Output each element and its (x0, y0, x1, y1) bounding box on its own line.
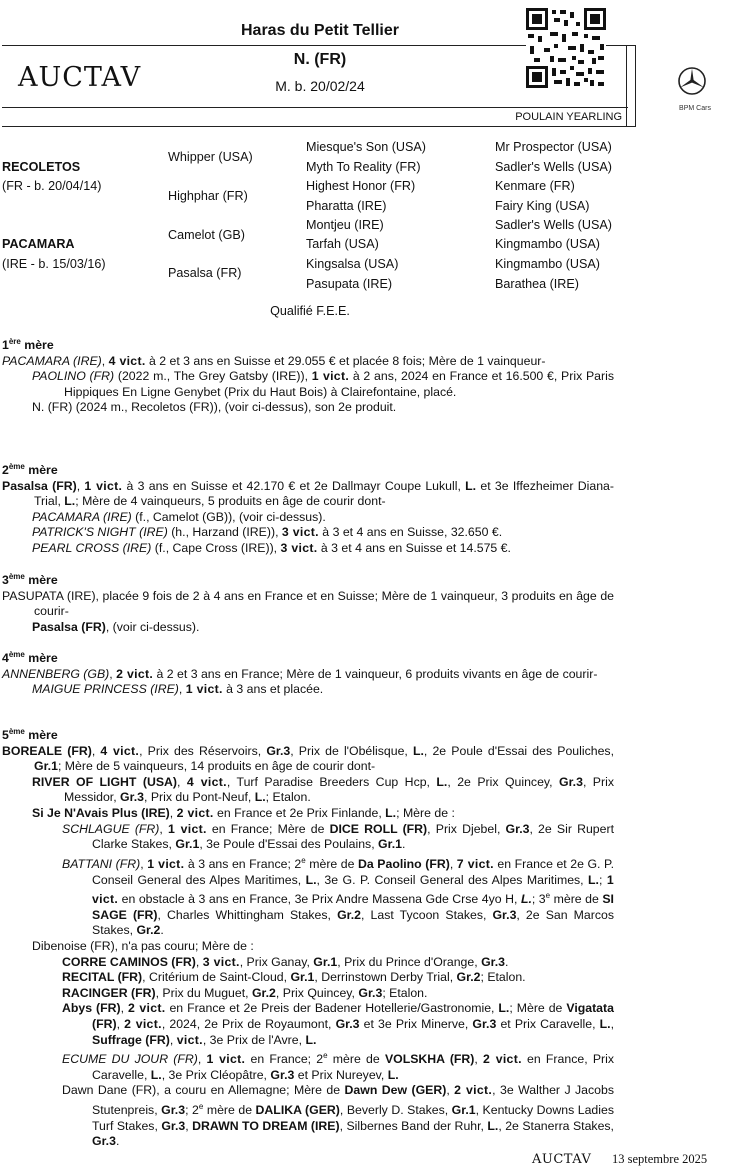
pedigree-dam-info: (IRE - b. 15/03/16) (2, 257, 106, 271)
produce-entry: Dawn Dane (FR), a couru en Allemagne; Mère de Dawn Dew (GER), 2 vict., 3e Walther J Jacobs Stutenpreis, Gr.3; 2e mère de DALIKA (GER), Beverly D. Stakes, Gr.1, Kentucky Downs Ladies Turf Stakes, Gr.3, DRAWN TO DREAM (IRE), Silbernes Band der Ruhr, L., 2e Stanerra Stakes, Gr.3. (62, 1083, 614, 1149)
section-heading: 2ème mère (2, 462, 58, 478)
pedigree-g3-item: Pharatta (IRE) (306, 199, 387, 213)
section-third-dam (2, 569, 614, 635)
produce-entry: RECITAL (FR), Critérium de Saint-Cloud, Gr.1, Derrinstown Derby Trial, Gr.2; Etalon. (62, 970, 526, 985)
section-fourth-dam (2, 647, 614, 698)
dam-entry: BOREALE (FR), 4 vict., Prix des Réservoirs, Gr.3, Prix de l'Obélisque, L., 2e Poule d'Essai des Pouliches, Gr.1; Mère de 5 vainqueurs, 14 produits en âge de courir dont- (2, 743, 614, 774)
pedigree-g4-item: Fairy King (USA) (495, 199, 590, 213)
section-heading: 4ème mère (2, 650, 58, 666)
pedigree-g3-item: Miesque's Son (USA) (306, 140, 426, 154)
pedigree-g4-item: Kingmambo (USA) (495, 257, 600, 271)
produce-entry: RACINGER (FR), Prix du Muguet, Gr.2, Prix Quincey, Gr.3; Etalon. (62, 985, 428, 1000)
pedigree-g4-item: Mr Prospector (USA) (495, 140, 612, 154)
produce-entry: BATTANI (FR), 1 vict. à 3 ans en France; 2e mère de Da Paolino (FR), 7 vict. en France et 2e G. P. Conseil General des Alpes Maritimes, L., 3e G. P. Conseil General des Alpes Maritimes, L.; 1 vict. en obstacle à 3 ans en France, 3e Prix Andre Massena Gde Crse 4yo H, L.; 3e mère de SI SAGE (FR), Charles Whittingham Stakes, Gr.2, Last Tycoon Stakes, Gr.3, 2e San Marcos Stakes, Gr.2. (62, 855, 615, 938)
pedigree-g3-item: Highest Honor (FR) (306, 179, 416, 193)
pedigree-g4-item: Kingmambo (USA) (495, 237, 600, 251)
stud-name: Haras du Petit Tellier (241, 22, 399, 39)
produce-entry: PAOLINO (FR) (2022 m., The Grey Gatsby (IRE)), 1 vict. à 2 ans, 2024 en France et 16.500 €, Prix Paris Hippiques En Ligne Genybet (Prix du Haut Bois) à Clairefontaine, placé. (32, 369, 614, 399)
pedigree-g3-item: Myth To Reality (FR) (306, 160, 421, 174)
section-heading: 3ème mère (2, 572, 58, 588)
dam-entry: PACAMARA (IRE), 4 vict. à 2 et 3 ans en Suisse et 29.055 € et placée 8 fois; Mère de 1 vainqueur- (2, 353, 546, 368)
produce-entry: PATRICK'S NIGHT (IRE) (h., Harzand (IRE)), 3 vict. à 3 et 4 ans en Suisse, 32.650 €. (32, 525, 503, 540)
pedigree-g2-item: Highphar (FR) (168, 189, 248, 203)
section-second-dam (2, 459, 614, 557)
dam-entry: PASUPATA (IRE), placée 9 fois de 2 à 4 ans en France et en Suisse; Mère de 1 vainqueur, 3 produits en âge de courir- (2, 588, 614, 619)
pedigree-g4-item: Sadler's Wells (USA) (495, 218, 612, 232)
footer-brand: AUCTAV (532, 1152, 592, 1167)
produce-entry: Pasalsa (FR), (voir ci-dessus). (32, 619, 200, 634)
section-first-dam (2, 334, 614, 416)
dam-entry: ANNENBERG (GB), 2 vict. à 2 et 3 ans en France; Mère de 1 vainqueur, 6 produits vivants en âge de courir- (2, 666, 598, 681)
produce-entry: RIVER OF LIGHT (USA), 4 vict., Turf Paradise Breeders Cup Hcp, L., 2e Prix Quincey, Gr.3, Prix Messidor, Gr.3, Prix du Pont-Neuf, L.; Etalon. (32, 774, 614, 805)
produce-entry: ECUME DU JOUR (FR), 1 vict. en France; 2e mère de VOLSKHA (FR), 2 vict. en France, Prix Caravelle, L., 3e Prix Cléopâtre, Gr.3 et Prix Nureyev, L. (62, 1051, 614, 1082)
section-heading: 1ère mère (2, 337, 54, 353)
produce-entry: PACAMARA (IRE) (f., Camelot (GB)), (voir ci-dessus). (32, 509, 326, 524)
pedigree-g3-item: Kingsalsa (USA) (306, 257, 399, 271)
header-divider (2, 107, 628, 108)
produce-entry: PEARL CROSS (IRE) (f., Cape Cross (IRE)), 3 vict. à 3 et 4 ans en Suisse et 14.575 €. (32, 541, 511, 556)
brand-logo: AUCTAV (18, 62, 142, 93)
horse-name: N. (FR) (293, 51, 347, 68)
section-fifth-dam (2, 724, 614, 1150)
pedigree-g3-item: Pasupata (IRE) (306, 277, 393, 291)
produce-entry: N. (FR) (2024 m., Recoletos (FR)), (voir ci-dessus), son 2e produit. (32, 400, 397, 415)
qr-code-icon[interactable] (526, 8, 606, 88)
horse-birth: M. b. 20/02/24 (275, 78, 365, 94)
produce-entry: SCHLAGUE (FR), 1 vict. en France; Mère de DICE ROLL (FR), Prix Djebel, Gr.3, 2e Sir Rupert Clarke Stakes, Gr.1, 3e Poule d'Essai des Poulains, Gr.1. (62, 821, 614, 852)
pedigree-g2-item: Camelot (GB) (168, 228, 245, 242)
produce-entry: CORRE CAMINOS (FR), 3 vict., Prix Ganay, Gr.1, Prix du Prince d'Orange, Gr.3. (62, 954, 509, 969)
produce-entry: Dibenoise (FR), n'a pas couru; Mère de : (32, 939, 254, 953)
pedigree-sire: RECOLETOS (2, 160, 81, 174)
pedigree-g4-item: Sadler's Wells (USA) (495, 160, 612, 174)
produce-entry: MAIGUE PRINCESS (IRE), 1 vict. à 3 ans et placée. (32, 682, 324, 697)
footer-date: 13 septembre 2025 (612, 1152, 708, 1166)
pedigree-g2-item: Pasalsa (FR) (168, 266, 242, 280)
pedigree-g2-item: Whipper (USA) (168, 150, 253, 164)
pedigree-dam: PACAMARA (2, 237, 75, 251)
sponsor-label: BPM Cars (679, 105, 711, 112)
lot-category: POULAIN YEARLING (515, 111, 622, 123)
header-divider (626, 45, 627, 127)
pedigree-g4-item: Kenmare (FR) (495, 179, 575, 193)
pedigree-sire-info: (FR - b. 20/04/14) (2, 179, 102, 193)
pedigree-g4-item: Barathea (IRE) (495, 277, 579, 291)
pedigree-g3-item: Tarfah (USA) (306, 237, 379, 251)
pedigree-g3-item: Montjeu (IRE) (306, 218, 384, 232)
qualification-note: Qualifié F.E.E. (270, 304, 350, 318)
produce-entry: Abys (FR), 2 vict. en France et 2e Preis der Badener Hotellerie/Gastronomie, L.; Mère de Vigatata (FR), 2 vict., 2024, 2e Prix de Royaumont, Gr.3 et 3e Prix Minerve, Gr.3 et Prix Caravelle, L., Suffrage (FR), vict., 3e Prix de l'Avre, L. (62, 1001, 614, 1047)
sponsor-star-icon (677, 66, 707, 96)
dam-entry: Pasalsa (FR), 1 vict. à 3 ans en Suisse et 42.170 € et 2e Dallmayr Coupe Lukull, L. et 3e Iffezheimer Diana-Trial, L.; Mère de 4 vainqueurs, 5 produits en âge de courir dont- (2, 478, 614, 509)
section-heading: 5ème mère (2, 727, 58, 743)
produce-entry: Si Je N'Avais Plus (IRE), 2 vict. en France et 2e Prix Finlande, L.; Mère de : (32, 806, 455, 821)
